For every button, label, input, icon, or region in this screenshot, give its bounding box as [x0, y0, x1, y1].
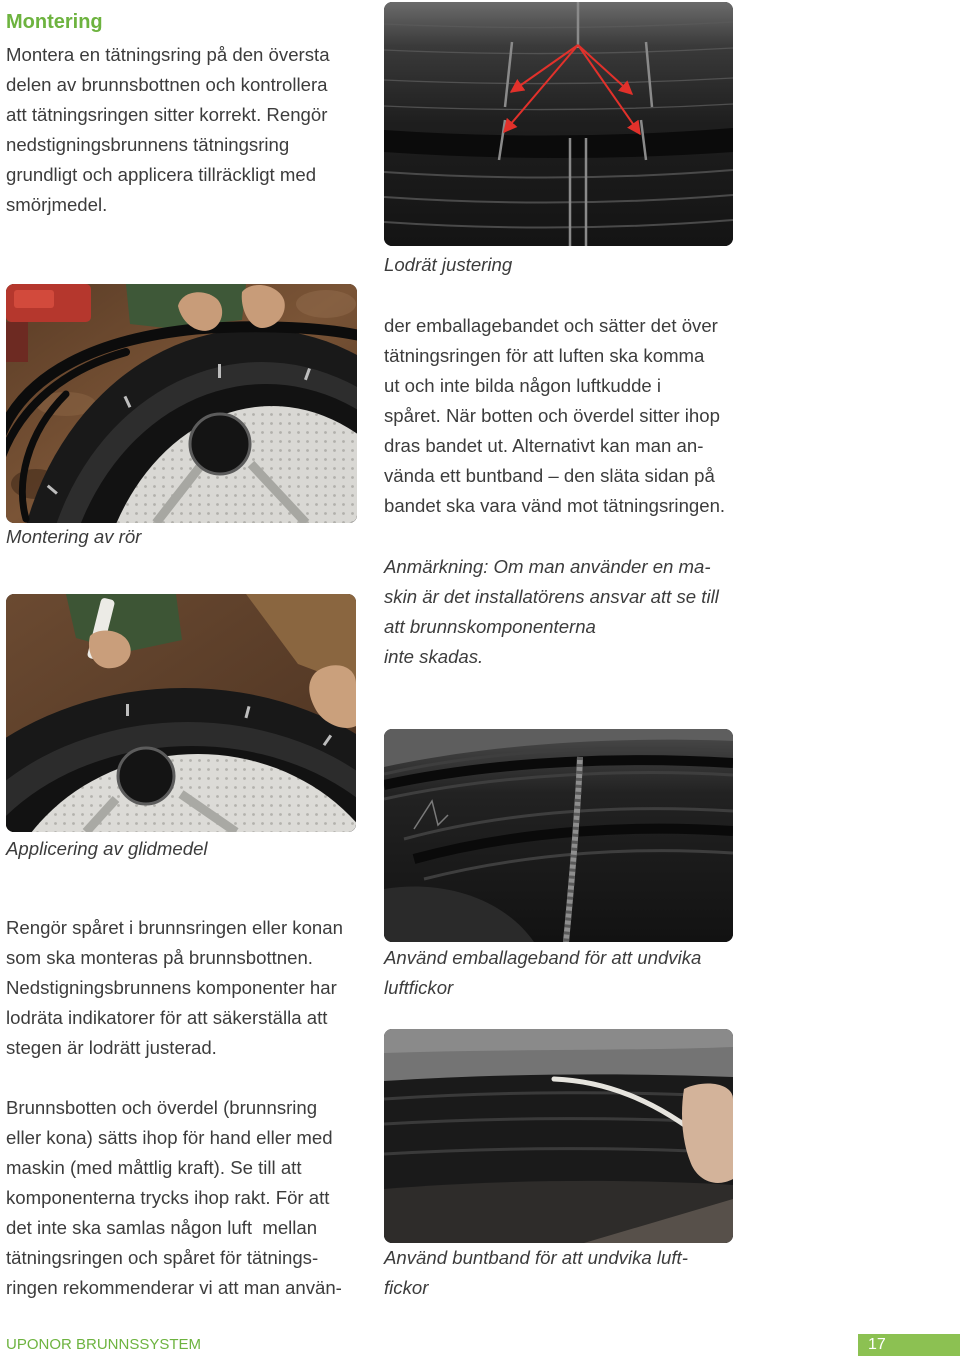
- text-line: tätningsringen och spåret för tätnings-: [6, 1247, 319, 1268]
- text-line: grundligt och applicera tillräckligt med: [6, 164, 317, 185]
- photo-montering-av-ror-image: [6, 284, 357, 523]
- photo-emballageband: [384, 729, 733, 942]
- paragraph-hopsattning: [6, 1093, 342, 1303]
- text-line: Anmärkning: Om man använder en ma-: [384, 556, 711, 577]
- photo-buntband: [384, 1029, 733, 1243]
- photo-montering-av-ror: [6, 284, 357, 523]
- text-line: det inte ska samlas någon luft mellan: [6, 1217, 318, 1238]
- text-line: Nedstigningsbrunnens komponenter har: [6, 977, 337, 998]
- text-line: der emballagebandet och sätter det över: [384, 315, 718, 336]
- page-number-box: [858, 1334, 960, 1356]
- text-line: stegen är lodrätt justerad.: [6, 1037, 217, 1058]
- text-line: Använd emballageband för att undvika: [384, 947, 702, 968]
- text-line: nedstigningsbrunnens tätningsring: [6, 134, 290, 155]
- text-line: ringen rekommenderar vi att man använ-: [6, 1277, 342, 1298]
- text-line: Rengör spåret i brunnsringen eller konan: [6, 917, 343, 938]
- photo-emballageband-image: [384, 729, 733, 942]
- text-line: bandet ska vara vänd mot tätningsringen.: [384, 495, 726, 516]
- pipe-hole: [190, 414, 250, 474]
- text-line: smörjmedel.: [6, 194, 108, 215]
- paragraph-emballageband: [384, 311, 725, 521]
- caption-emballageband: [384, 943, 701, 1003]
- caption-applicering-av-glidmedel: [6, 834, 208, 864]
- text-line: vända ett buntband – den släta sidan på: [384, 465, 715, 486]
- intro-paragraph: [6, 40, 330, 220]
- caption-text: Lodrät justering: [384, 254, 513, 275]
- caption-text: Applicering av glidmedel: [6, 838, 208, 859]
- photo-applicering-av-glidmedel-image: [6, 594, 356, 832]
- photo-lodrat-justering: [384, 2, 733, 246]
- caption-buntband: [384, 1243, 688, 1303]
- text-line: komponenterna trycks ihop rakt. För att: [6, 1187, 330, 1208]
- text-line: skin är det installatörens ansvar att se till: [384, 586, 719, 607]
- text-line: dras bandet ut. Alternativt kan man an-: [384, 435, 704, 456]
- section-heading: Montering: [6, 11, 103, 33]
- paragraph-sparet: [6, 913, 343, 1063]
- caption-lodrat-justering: [384, 250, 512, 280]
- text-line: inte skadas.: [384, 646, 484, 667]
- text-line: maskin (med måttlig kraft). Se till att: [6, 1157, 302, 1178]
- text-line: som ska monteras på brunnsbottnen.: [6, 947, 313, 968]
- photo-buntband-image: [384, 1029, 733, 1243]
- photo-applicering-av-glidmedel: [6, 594, 356, 832]
- pipe-hole: [118, 748, 174, 804]
- text-line: att tätningsringen sitter korrekt. Rengör: [6, 104, 328, 125]
- page-number: 17: [868, 1336, 886, 1353]
- caption-text: Montering av rör: [6, 526, 142, 547]
- text-line: Montera en tätningsring på den översta: [6, 44, 330, 65]
- footer-brand: UPONOR BRUNNSSYSTEM: [6, 1336, 202, 1353]
- text-line: eller kona) sätts ihop för hand eller med: [6, 1127, 333, 1148]
- text-line: Brunnsbotten och överdel (brunnsring: [6, 1097, 318, 1118]
- text-line: ut och inte bilda någon luftkudde i: [384, 375, 662, 396]
- text-line: att brunnskomponenterna: [384, 616, 596, 637]
- text-line: spåret. När botten och överdel sitter ihop: [384, 405, 720, 426]
- note-paragraph: [384, 552, 719, 672]
- text-line: fickor: [384, 1277, 429, 1298]
- text-line: tätningsringen för att luften ska komma: [384, 345, 705, 366]
- text-line: delen av brunnsbottnen och kontrollera: [6, 74, 328, 95]
- text-line: lodräta indikatorer för att säkerställa att: [6, 1007, 328, 1028]
- plastic-surface: [384, 2, 733, 246]
- text-line: Använd buntband för att undvika luft-: [384, 1247, 688, 1268]
- photo-lodrat-justering-image: [384, 2, 733, 246]
- caption-montering-av-ror: [6, 522, 141, 552]
- text-line: luftfickor: [384, 977, 454, 998]
